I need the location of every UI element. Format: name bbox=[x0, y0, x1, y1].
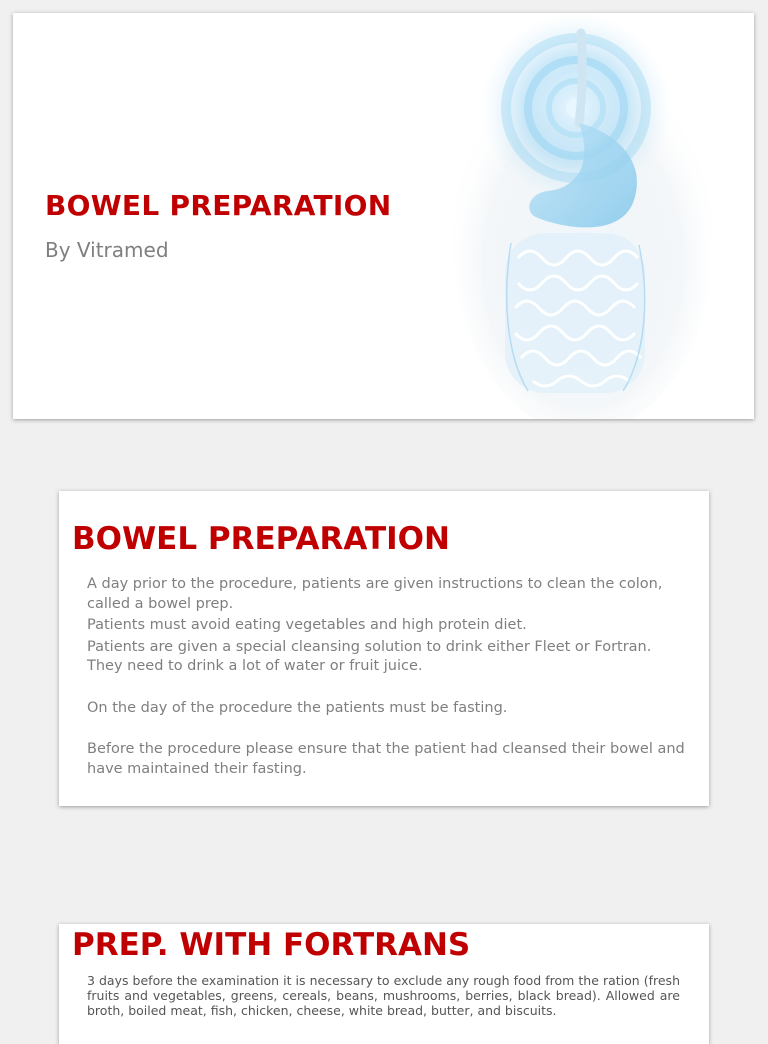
list-item: On the day of the procedure the patients must be fasting. bbox=[87, 699, 508, 716]
list-item: Patients are given a special cleansing solution to drink either Fleet or Fortran. They need to drink a lot of water or fruit juice. bbox=[87, 638, 652, 674]
prep-with-fortrans-slide bbox=[59, 924, 709, 1044]
list-item: Before the procedure please ensure that the patient had cleansed their bowel and have maintained their fasting. bbox=[87, 741, 685, 777]
list-item: A day prior to the procedure, patients are given instructions to clean the colon, called a bowel prep. bbox=[87, 576, 663, 612]
bowel-preparation-slide bbox=[59, 491, 709, 806]
instruction-list bbox=[87, 575, 687, 781]
digestive-system-illustration bbox=[443, 13, 723, 419]
slide-subtitle: By Vitramed bbox=[45, 238, 169, 262]
slide-body-text: 3 days before the examination it is necessary to exclude any rough food from the ration (fresh fruits and vegetables, greens, cereals, beans, mushrooms, berries, black bread). Allowed are broth, boiled meat, fish, chicken, cheese, white bread, butter, and biscuits. bbox=[87, 973, 680, 1018]
slide-heading: PREP. WITH FORTRANS bbox=[72, 927, 471, 963]
title-slide bbox=[13, 13, 754, 419]
slide-heading: BOWEL PREPARATION bbox=[72, 521, 450, 557]
slide-title: BOWEL PREPARATION bbox=[45, 189, 392, 222]
list-item: Patients must avoid eating vegetables and high protein diet. bbox=[87, 617, 527, 633]
